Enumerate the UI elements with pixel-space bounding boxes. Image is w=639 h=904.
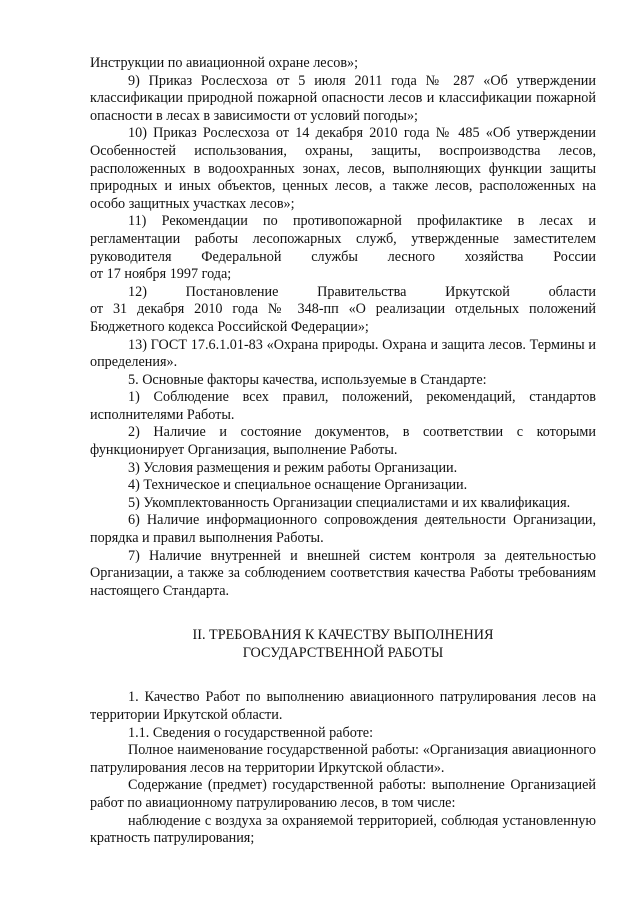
paragraph: 10) Приказ Рослесхоза от 14 декабря 2010 года № 485 «Об утверждении Особенностей использования, охраны, защиты, воспроизводства лесов, расположенных в водоохранных зонах, лесов, выполняющих функции защиты природных и иных объектов, ценных лесов, а также лесов, расположенных на особо защитных участках лесов»; [90, 125, 596, 212]
paragraph: 1) Соблюдение всех правил, положений, рекомендаций, стандартов исполнителями Работы. [90, 389, 596, 423]
paragraph: 1.1. Сведения о государственной работе: [128, 724, 374, 741]
paragraph: от 31 декабря 2010 года № 348-пп «О реализации отдельных положений Бюджетного кодекса Российской Федерации»; [90, 301, 596, 335]
paragraph: 6) Наличие информационного сопровождения деятельности Организации, порядка и правил выполнения Работы. [90, 512, 596, 547]
section-heading [90, 626, 596, 662]
paragraph: 5) Укомплектованность Организации специалистами и их квалификация. [128, 494, 571, 511]
paragraph: 13) ГОСТ 17.6.1.01-83 «Охрана природы. Охрана и защита лесов. Термины и определения». [90, 336, 596, 371]
paragraph: Полное наименование государственной работы: «Организация авиационного патрулирования лесов на территории Иркутской области». [90, 742, 596, 776]
paragraph: 1. Качество Работ по выполнению авиационного патрулирования лесов на территории Иркутской области. [90, 689, 596, 723]
paragraph: от 17 ноября 1997 года; [90, 266, 232, 283]
paragraph: 7) Наличие внутренней и внешней систем контроля за деятельностью Организации, а также за соблюдением соответствия качества Работы требованиям настоящего Стандарта. [90, 547, 596, 599]
paragraph: Содержание (предмет) государственной работы: выполнение Организацией работ по авиационному патрулированию лесов, в том числе: [90, 777, 596, 811]
paragraphs-top [90, 55, 596, 600]
paragraph: 11) Рекомендации по противопожарной профилактике в лесах и регламентации работы лесопожарных служб, утвержденные заместителем руководителя Федеральной службы лесного хозяйства России [90, 213, 596, 265]
section-heading-line2: ГОСУДАРСТВЕННОЙ РАБОТЫ [242, 645, 444, 662]
document-page [90, 55, 596, 848]
paragraph: 12) Постановление Правительства Иркутской области [128, 283, 596, 300]
paragraph: 5. Основные факторы качества, используемые в Стандарте: [128, 371, 487, 388]
paragraph: 2) Наличие и состояние документов, в соответствии с которыми функционирует Организация, выполнение Работы. [90, 424, 596, 459]
paragraph: Инструкции по авиационной охране лесов»; [90, 55, 359, 71]
paragraph: 4) Техническое и специальное оснащение Организации. [128, 477, 468, 494]
paragraph: наблюдение с воздуха за охраняемой территорией, соблюдая установленную кратность патрулирования; [90, 812, 596, 847]
paragraphs-bottom [90, 689, 596, 847]
section-heading-line1: II. ТРЕБОВАНИЯ К КАЧЕСТВУ ВЫПОЛНЕНИЯ [192, 627, 494, 644]
paragraph: 9) Приказ Рослесхоза от 5 июля 2011 года № 287 «Об утверждении классификации природной пожарной опасности лесов и классификации пожарной опасности в лесах в зависимости от условий погоды»; [90, 72, 596, 124]
paragraph: 3) Условия размещения и режим работы Организации. [128, 459, 458, 476]
